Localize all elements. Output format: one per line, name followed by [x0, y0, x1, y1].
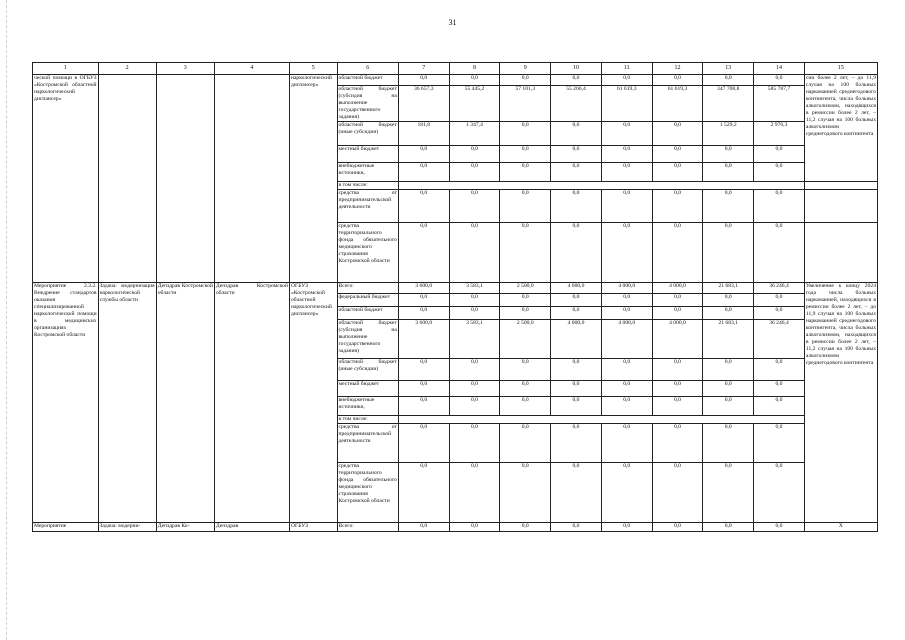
expected-result: сии более 2 лет, – до 11,9 случая на 100 больных наркоманией среднегодового контингента, числа больных алкоголизмом, находящихся в ремиссии более 2 лет, – 11,2 случая на 100 больных алкоголизмом среднегодового контингента	[804, 75, 877, 182]
amount-cell: 0,0	[652, 359, 703, 381]
amount-cell: 0,0	[551, 163, 602, 182]
amount-cell: 0,0	[754, 463, 805, 523]
funding-source-label: средства территориального фонда обязательного медицинского страхования Костромской области	[337, 463, 398, 523]
funding-source-label: областной бюджет (субсидия на выполнение государственного задания)	[337, 320, 398, 359]
amount-cell: 0,0	[652, 190, 703, 223]
funding-source-label: внебюджетные источники,	[337, 163, 398, 182]
amount-cell: 2 976,3	[754, 122, 805, 146]
measure-name: ческой помощи в ОГБУЗ «Костромской областной наркологический диспансер»	[33, 75, 99, 283]
amount-cell: 0,0	[500, 163, 551, 182]
amount-cell: 3 583,1	[449, 320, 500, 359]
amount-cell: 4 000,0	[551, 283, 602, 294]
co-executor	[214, 75, 289, 283]
amount-cell: 347 708,8	[703, 86, 754, 122]
scan-edge-line	[6, 0, 7, 640]
amount-cell: 0,0	[601, 75, 652, 86]
amount-cell: 0,0	[500, 359, 551, 381]
amount-cell: 0,0	[449, 523, 500, 532]
amount-cell: 0,0	[652, 463, 703, 523]
amount-cell: 0,0	[652, 381, 703, 397]
expected-result-x: X	[804, 523, 877, 532]
amount-cell: 0,0	[500, 146, 551, 163]
amount-cell: 0,0	[601, 523, 652, 532]
amount-cell: 0,0	[449, 294, 500, 307]
amount-cell: 0,0	[398, 381, 449, 397]
funding-source-label: внебюджетные источники,	[337, 397, 398, 416]
amount-cell: 0,0	[652, 223, 703, 283]
responsible-executor: Депздрав Ко-	[156, 523, 214, 532]
amount-cell: 0,0	[449, 424, 500, 463]
amount-cell: 0,0	[500, 381, 551, 397]
amount-cell: 0,0	[500, 463, 551, 523]
amount-cell: 61 619,3	[652, 86, 703, 122]
amount-cell: 0,0	[500, 424, 551, 463]
amount-cell: 0,0	[449, 397, 500, 416]
amount-cell: 0,0	[398, 523, 449, 532]
amount-cell: 0,0	[652, 163, 703, 182]
amount-cell: 0,0	[601, 397, 652, 416]
funding-source-label: средства от предпринимательской деятельности	[337, 190, 398, 223]
amount-cell: 0,0	[551, 294, 602, 307]
amount-cell: 4 000,0	[601, 320, 652, 359]
amount-cell: 0,0	[652, 294, 703, 307]
amount-cell: 0,0	[551, 75, 602, 86]
amount-cell: 0,0	[500, 523, 551, 532]
amount-cell: 0,0	[551, 122, 602, 146]
participant: наркологический диспансер»	[289, 75, 337, 283]
amount-cell: 0,0	[754, 75, 805, 86]
amount-cell: 0,0	[449, 75, 500, 86]
amount-cell: 0,0	[754, 523, 805, 532]
column-number: 10	[551, 63, 602, 75]
amount-cell: 0,0	[652, 523, 703, 532]
responsible-executor	[156, 75, 214, 283]
amount-cell: 36 246,4	[754, 320, 805, 359]
funding-source-label: в том числе:	[337, 416, 398, 424]
amount-cell: 0,0	[754, 381, 805, 397]
column-number: 2	[98, 63, 156, 75]
amount-cell: 0,0	[652, 146, 703, 163]
column-number: 11	[601, 63, 652, 75]
funding-row	[33, 523, 878, 532]
amount-cell: 0,0	[754, 294, 805, 307]
funding-source-label: областной бюджет (иные субсидии)	[337, 122, 398, 146]
amount-cell: 0,0	[652, 397, 703, 416]
amount-cell: 0,0	[601, 146, 652, 163]
amount-cell: 4 000,0	[652, 283, 703, 294]
amount-cell: 0,0	[449, 223, 500, 283]
empty-value-span	[398, 416, 804, 424]
amount-cell: 1 529,2	[703, 122, 754, 146]
amount-cell: 0,0	[703, 75, 754, 86]
amount-cell: 0,0	[449, 359, 500, 381]
funding-source-label: средства от предпринимательской деятельности	[337, 424, 398, 463]
amount-cell: 0,0	[754, 359, 805, 381]
amount-cell: 0,0	[398, 223, 449, 283]
amount-cell: 0,0	[449, 463, 500, 523]
amount-cell: 0,0	[754, 307, 805, 320]
expected-result: Увеличение к концу 2024 года числа больных наркоманией, находящихся в ремиссии более 2 лет, – до 11,9 случая на 100 больных наркоманией среднегодового контингента, числа больных алкоголизмом, находящихся в ремиссии более 2 лет, – 11,2 случая на 100 больных алкоголизмом среднегодового контингента	[804, 283, 877, 523]
amount-cell: 0,0	[551, 190, 602, 223]
funding-source-label: местный бюджет	[337, 146, 398, 163]
amount-cell: 0,0	[601, 122, 652, 146]
amount-cell: 0,0	[500, 75, 551, 86]
amount-cell: 57 101,3	[500, 86, 551, 122]
column-number: 14	[754, 63, 805, 75]
amount-cell: 0,0	[703, 381, 754, 397]
expected-result-blank	[804, 190, 877, 223]
column-number-row	[33, 63, 878, 75]
funding-row	[33, 283, 878, 294]
amount-cell: 0,0	[500, 397, 551, 416]
amount-cell: 0,0	[703, 294, 754, 307]
amount-cell: 4 000,0	[551, 320, 602, 359]
amount-cell: 2 500,0	[500, 320, 551, 359]
funding-source-label: Всего:	[337, 283, 398, 294]
amount-cell: 0,0	[398, 359, 449, 381]
amount-cell: 0,0	[754, 397, 805, 416]
amount-cell: 0,0	[398, 146, 449, 163]
amount-cell: 0,0	[551, 307, 602, 320]
funding-source-label: областной бюджет (субсидия на выполнение государственного задания)	[338, 86, 397, 120]
column-number: 15	[804, 63, 877, 75]
amount-cell: 0,0	[398, 463, 449, 523]
amount-cell: 0,0	[703, 463, 754, 523]
amount-cell: 0,0	[703, 397, 754, 416]
amount-cell: 0,0	[652, 424, 703, 463]
funding-source-label: Всего:	[337, 523, 398, 532]
expected-result-blank	[804, 182, 877, 190]
amount-cell: 61 619,3	[601, 86, 652, 122]
amount-cell: 0,0	[449, 190, 500, 223]
amount-cell: 0,0	[551, 146, 602, 163]
participant: ОГБУЗ «Костромской областной наркологический диспансер»	[289, 283, 337, 523]
amount-cell: 3 583,1	[449, 283, 500, 294]
amount-cell: 0,0	[601, 294, 652, 307]
empty-value-span	[398, 182, 804, 190]
participant: ОГБУЗ	[289, 523, 337, 532]
amount-cell: 0,0	[398, 190, 449, 223]
amount-cell: 0,0	[551, 359, 602, 381]
amount-cell: 0,0	[551, 523, 602, 532]
column-number: 3	[156, 63, 214, 75]
amount-cell: 4 000,0	[601, 283, 652, 294]
amount-cell: 0,0	[601, 163, 652, 182]
amount-cell: 585 787,7	[754, 86, 805, 122]
co-executor: Депздрав	[214, 523, 289, 532]
amount-cell: 0,0	[601, 463, 652, 523]
amount-cell: 0,0	[703, 163, 754, 182]
amount-cell: 0,0	[500, 307, 551, 320]
amount-cell: 0,0	[500, 294, 551, 307]
responsible-executor: Депздрав Костромской области	[156, 283, 214, 523]
funding-source-label: средства территориального фонда обязательного медицинского страхования Костромской области	[337, 223, 398, 283]
amount-cell: 0,0	[449, 307, 500, 320]
amount-cell: 0,0	[754, 223, 805, 283]
amount-cell: 0,0	[449, 146, 500, 163]
table-body	[33, 63, 878, 532]
amount-cell: 2 500,0	[500, 283, 551, 294]
column-number: 7	[398, 63, 449, 75]
amount-cell: 0,0	[652, 122, 703, 146]
task-name: Задача: модерни-	[98, 523, 156, 532]
amount-cell: 0,0	[601, 424, 652, 463]
amount-cell: 0,0	[754, 190, 805, 223]
column-number: 6	[337, 63, 398, 75]
amount-cell: 0,0	[551, 223, 602, 283]
amount-cell: 0,0	[703, 223, 754, 283]
amount-cell: 36 246,4	[754, 283, 805, 294]
amount-cell: 0,0	[601, 223, 652, 283]
amount-cell: 0,0	[703, 307, 754, 320]
amount-cell: 0,0	[703, 190, 754, 223]
amount-cell: 0,0	[601, 381, 652, 397]
column-number: 9	[500, 63, 551, 75]
amount-cell: 181,8	[398, 122, 449, 146]
column-number: 1	[33, 63, 99, 75]
amount-cell: 0,0	[703, 359, 754, 381]
funding-source-label: местный бюджет	[337, 381, 398, 397]
amount-cell: 1 347,4	[449, 122, 500, 146]
task-name: Задача: модернизация наркологической службы области	[98, 283, 156, 523]
amount-cell: 4 000,0	[652, 320, 703, 359]
amount-cell: 0,0	[754, 163, 805, 182]
amount-cell: 21 683,1	[703, 320, 754, 359]
amount-cell: 0,0	[398, 424, 449, 463]
amount-cell: 0,0	[551, 381, 602, 397]
program-table	[32, 62, 878, 532]
amount-cell: 55 445,2	[449, 86, 500, 122]
amount-cell: 0,0	[551, 463, 602, 523]
amount-cell: 0,0	[398, 163, 449, 182]
column-number: 4	[214, 63, 289, 75]
amount-cell: 0,0	[500, 190, 551, 223]
amount-cell: 0,0	[500, 122, 551, 146]
amount-cell: 0,0	[551, 424, 602, 463]
amount-cell: 0,0	[500, 223, 551, 283]
amount-cell: 3 600,0	[398, 283, 449, 294]
funding-source-label: областной бюджет	[337, 307, 398, 320]
amount-cell: 0,0	[551, 397, 602, 416]
amount-cell: 0,0	[652, 75, 703, 86]
funding-source-label: областной бюджет	[337, 75, 398, 86]
amount-cell: 0,0	[652, 307, 703, 320]
measure-name: Мероприятие 2.3.2. Внедрение стандартов оказания специализированной наркологической помощи в медицинских организациях Костромской области	[33, 283, 99, 523]
amount-cell: 3 600,0	[398, 320, 449, 359]
funding-source-label: в том числе:	[337, 182, 398, 190]
amount-cell: 0,0	[601, 359, 652, 381]
amount-cell: 0,0	[601, 307, 652, 320]
amount-cell: 0,0	[398, 294, 449, 307]
column-number: 5	[289, 63, 337, 75]
amount-cell: 0,0	[398, 307, 449, 320]
amount-cell: 0,0	[449, 381, 500, 397]
amount-cell: 0,0	[449, 163, 500, 182]
amount-cell: 0,0	[398, 397, 449, 416]
co-executor: Депздрав Костромской области	[214, 283, 289, 523]
funding-source-label: федеральный бюджет	[337, 294, 398, 307]
amount-cell: 0,0	[703, 424, 754, 463]
amount-cell: 21 683,1	[703, 283, 754, 294]
amount-cell: 0,0	[703, 146, 754, 163]
amount-cell: 0,0	[398, 75, 449, 86]
task-name	[98, 75, 156, 283]
expected-result-blank	[804, 223, 877, 283]
column-number: 8	[449, 63, 500, 75]
amount-cell: 55 266,4	[551, 86, 602, 122]
amount-cell: 0,0	[601, 190, 652, 223]
amount-cell: 36 657,3	[398, 86, 449, 122]
funding-source-label: областной бюджет (иные субсидии)	[337, 359, 398, 381]
column-number: 12	[652, 63, 703, 75]
amount-cell: 0,0	[703, 523, 754, 532]
measure-name: Мероприятие	[33, 523, 99, 532]
amount-cell: 0,0	[754, 146, 805, 163]
page-number: 31	[448, 18, 457, 27]
amount-cell: 0,0	[754, 424, 805, 463]
column-number: 13	[703, 63, 754, 75]
funding-row	[33, 75, 878, 86]
